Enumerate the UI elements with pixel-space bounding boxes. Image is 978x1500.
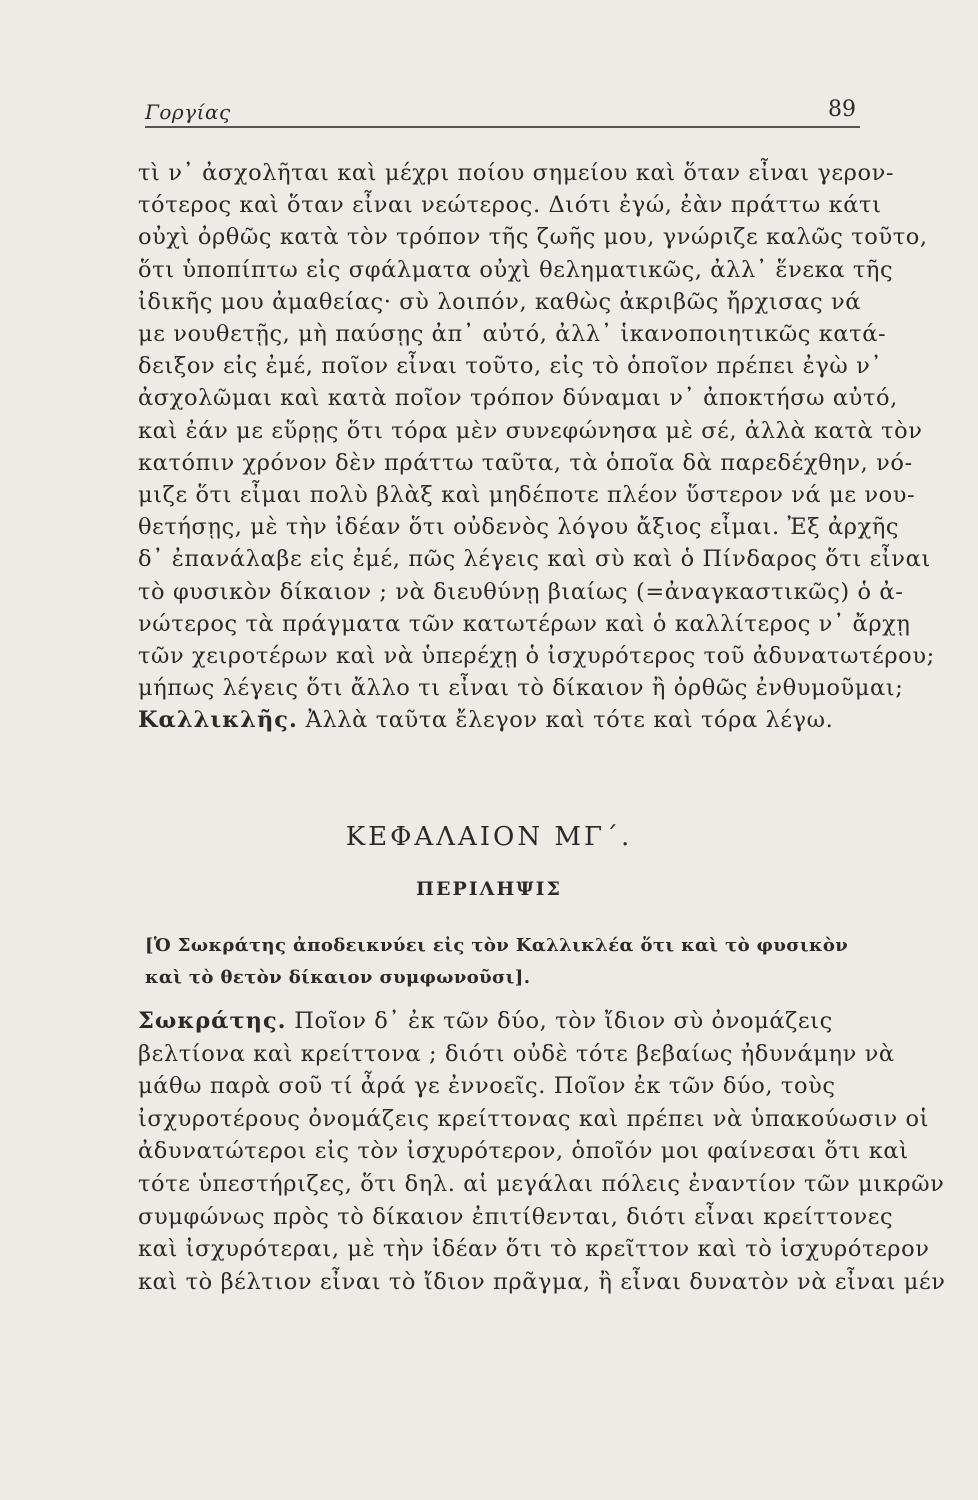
text-line: μήπως λέγεις ὅτι ἄλλο τι εἶναι τὸ δίκαιον ἢ ὀρθῶς ἐνθυμοῦμαι; xyxy=(138,675,904,702)
text-line: νώτερος τὰ πράγματα τῶν κατωτέρων καὶ ὁ καλλίτερος ν᾽ ἄρχῃ xyxy=(138,610,911,637)
text-line: ὅτι ὑποπίπτω εἰς σφάλματα οὐχὶ θεληματικῶς, ἀλλ᾽ ἕνεκα τῆς xyxy=(138,256,894,283)
page-header xyxy=(145,96,860,128)
text-line: ἰσχυροτέρους ὀνομάζεις κρείττονας καὶ πρέπει νὰ ὑπακούωσιν οἱ xyxy=(138,1105,930,1132)
chapter-heading: ΚΕΦΑΛΑΙΟΝ ΜΓ΄. xyxy=(345,822,633,852)
text-line: οὐχὶ ὀρθῶς κατὰ τὸν τρόπον τῆς ζωῆς μου, γνώριζε καλῶς τοῦτο, xyxy=(138,224,928,251)
running-head: Γοργίας xyxy=(145,100,231,124)
speaker-line xyxy=(138,704,860,736)
text-line: συμφώνως πρὸς τὸ δίκαιον ἐπιτίθενται, διότι εἶναι κρείττονες xyxy=(138,1203,894,1230)
summary-line: καὶ τὸ θετὸν δίκαιον συμφωνοῦσι]. xyxy=(145,967,531,988)
chapter-summary xyxy=(145,930,867,994)
text-line: κατόπιν χρόνον δὲν πράττω ταῦτα, τὰ ὁποῖα δὰ παρεδέχθην, νό- xyxy=(138,449,913,476)
text-line: με νουθετῇς, μὴ παύσῃς ἀπ᾽ αὐτό, ἀλλ᾽ ἱκανοποιητικῶς κατά- xyxy=(138,321,887,348)
speaker-name: Καλλικλῆς. xyxy=(138,707,298,734)
text-line: ἀσχολῶμαι καὶ κατὰ ποῖον τρόπον δύναμαι ν᾽ ἀποκτήσω αὐτό, xyxy=(138,385,898,412)
text-line: τότε ὑπεστήριζες, ὅτι δηλ. αἱ μεγάλαι πόλεις ἐναντίον τῶν μικρῶν xyxy=(138,1170,945,1197)
speech-text: Ἀλλὰ ταῦτα ἔλεγον καὶ τότε καὶ τόρα λέγω. xyxy=(297,707,834,734)
paragraph-2 xyxy=(138,1005,946,1298)
text-line: βελτίονα καὶ κρείττονα ; διότι οὐδὲ τότε βεβαίως ἠδυνάμην νὰ xyxy=(138,1040,895,1067)
text-line: τῶν χειροτέρων καὶ νὰ ὑπερέχῃ ὁ ἰσχυρότερος τοῦ ἀδυνατωτέρου; xyxy=(138,643,935,670)
paragraph-1 xyxy=(138,157,935,737)
text-line: θετήσῃς, μὲ τὴν ἰδέαν ὅτι οὐδενὸς λόγου ἄξιος εἶμαι. Ἐξ ἀρχῆς xyxy=(138,514,900,541)
text-line: καὶ τὸ βέλτιον εἶναι τὸ ἴδιον πρᾶγμα, ἢ εἶναι δυνατὸν νὰ εἶναι μέν xyxy=(138,1268,946,1295)
text-line: τὶ ν᾽ ἀσχολῆται καὶ μέχρι ποίου σημείου καὶ ὅταν εἶναι γερον- xyxy=(138,160,895,186)
summary-label: ΠΕΡΙΛΗΨΙΣ xyxy=(416,878,562,900)
text-line: ἰδικῆς μου ἀμαθείας· σὺ λοιπόν, καθὼς ἀκριβῶς ἤρχισας νά xyxy=(138,288,862,315)
text-line: μάθω παρὰ σοῦ τί ἆρά γε ἐννοεῖς. Ποῖον ἐκ τῶν δύο, τοὺς xyxy=(138,1073,836,1100)
speaker-name: Σωκράτης. xyxy=(138,1008,287,1034)
text-line: ἀδυνατώτεροι εἰς τὸν ἰσχυρότερον, ὁποῖόν μοι φαίνεσαι ὅτι καὶ xyxy=(138,1138,909,1165)
text-line: δ᾽ ἐπανάλαβε εἰς ἐμέ, πῶς λέγεις καὶ σὺ καὶ ὁ Πίνδαρος ὅτι εἶναι xyxy=(138,546,931,573)
text-line: καὶ ἰσχυρότεραι, μὲ τὴν ἰδέαν ὅτι τὸ κρεῖττον καὶ τὸ ἰσχυρότερον xyxy=(138,1236,930,1263)
text-line: τότερος καὶ ὅταν εἶναι νεώτερος. Διότι ἐγώ, ἐὰν πράττω κάτι xyxy=(138,192,882,219)
text-line: καὶ ἐάν με εὕρῃς ὅτι τόρα μὲν συνεφώνησα μὲ σέ, ἀλλὰ κατὰ τὸν xyxy=(138,417,923,444)
speech-text: Ποῖον δ᾽ ἐκ τῶν δύο, τὸν ἴδιον σὺ ὀνομάζεις xyxy=(286,1008,833,1034)
summary-line: [Ὁ Σωκράτης ἀποδεικνύει εἰς τὸν Καλλικλέα ὅτι καὶ τὸ φυσικὸν xyxy=(145,935,849,956)
speaker-line xyxy=(138,1005,860,1038)
text-line: δειξον εἰς ἐμέ, ποῖον εἶναι τοῦτο, εἰς τὸ ὁποῖον πρέπει ἐγὼ ν᾽ xyxy=(138,353,883,380)
text-line: τὸ φυσικὸν δίκαιον ; νὰ διευθύνῃ βιαίως (=ἀναγκαστικῶς) ὁ ἀ- xyxy=(138,578,904,605)
text-line: μιζε ὅτι εἶμαι πολὺ βλὰξ καὶ μηδέποτε πλέον ὕστερον νά με νου- xyxy=(138,482,916,509)
page-number: 89 xyxy=(828,97,856,122)
